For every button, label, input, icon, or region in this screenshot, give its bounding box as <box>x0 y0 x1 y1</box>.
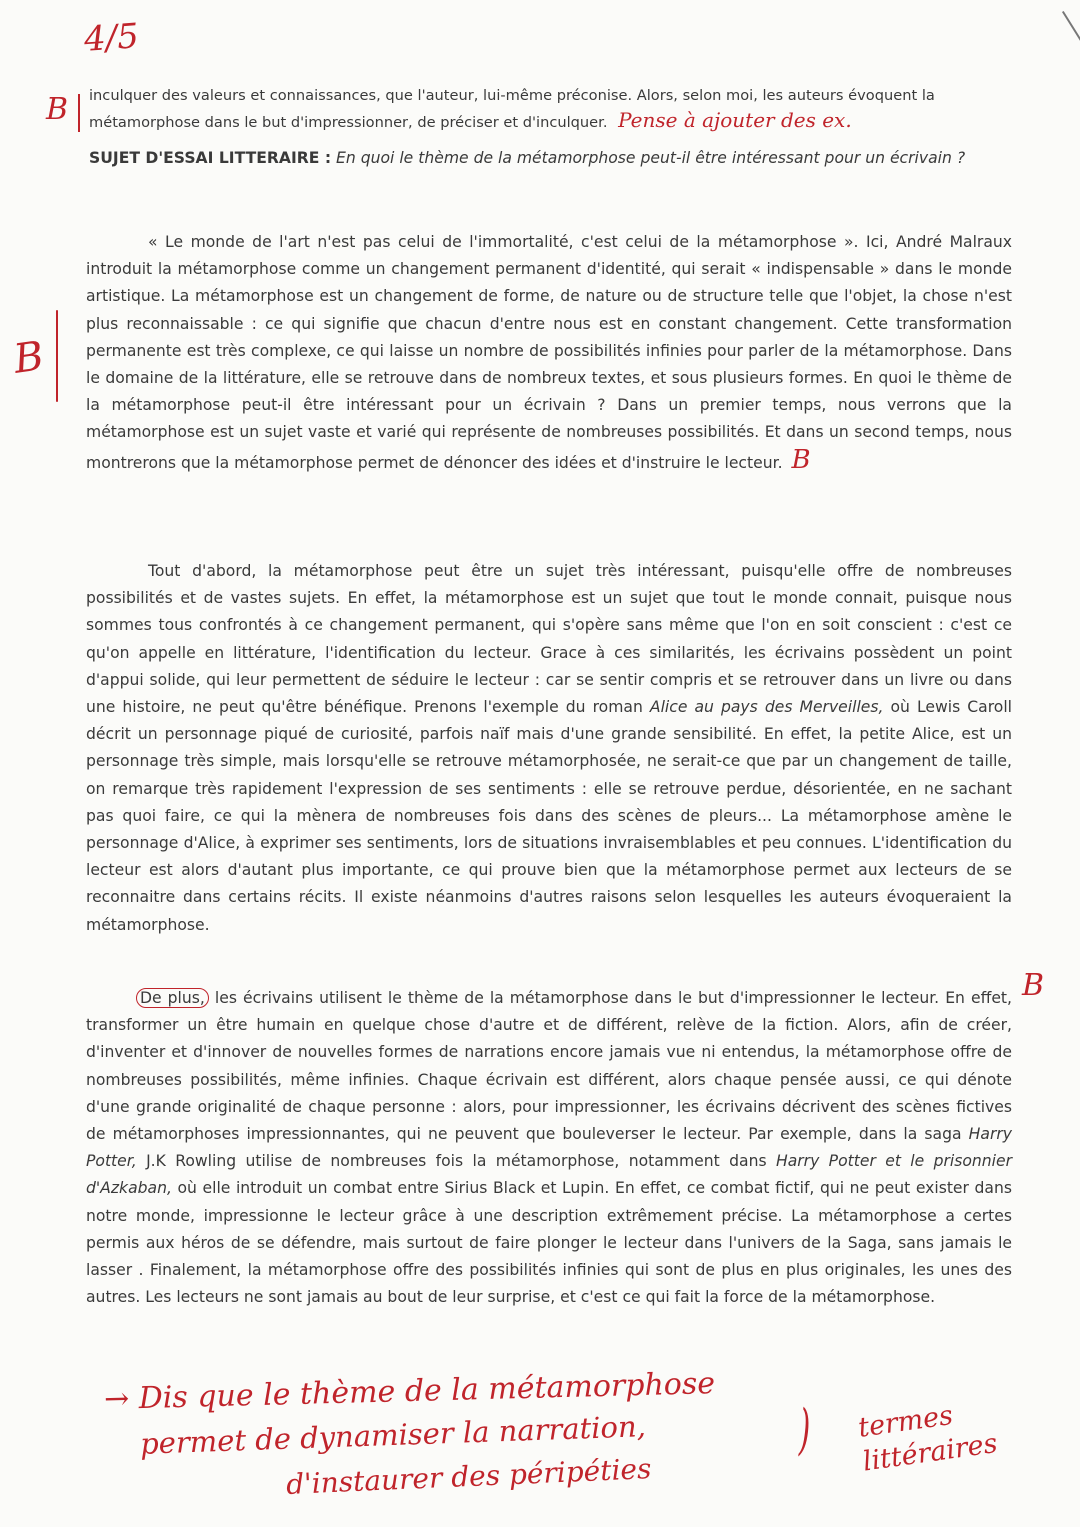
annotation-bottom-line3: d'instaurer des péripéties <box>285 1452 652 1501</box>
scan-edge-mark <box>1062 11 1080 51</box>
top-fragment: inculquer des valeurs et connaissances, que l'auteur, lui-même préconise. Alors, selon moi, les auteurs évoquent la métamorphose dans le but d'impressionner, de préciser et d'inculquer. Pense à ajouter des ex. <box>89 87 935 132</box>
circled-connector: De plus, <box>136 988 209 1008</box>
annotation-bottom-line1: → Dis que le thème de la métamorphose <box>103 1366 716 1417</box>
margin-bracket-top <box>78 94 80 132</box>
margin-grade-body2: B <box>1022 968 1045 1003</box>
book-title-harry-potter: Harry Potter, <box>86 1125 1012 1171</box>
margin-bracket-intro <box>56 310 58 402</box>
margin-grade-top: B <box>46 92 69 127</box>
introduction-paragraph: « Le monde de l'art n'est pas celui de l'immortalité, c'est celui de la métamorphose ». Ici, André Malraux introduit la métamorphose comme un changement permanent d'identité, qui serait « indispensable » dans le monde artistique. La métamorphose est un changement de forme, de nature ou de structure telle que l'objet, la chose n'est plus reconnaissable : ce qui signifie que chacun d'entre nous est en constant changement. Cette transformation permanente est très complexe, ce qui laisse un nombre de possibilités infinies pour parler de la métamorphose. Dans le domaine de la littérature, elle se retrouve dans de nombreux textes, et sous plusieurs formes. En quoi le thème de la métamorphose peut-il être intéressant pour un écrivain ? Dans un premier temps, nous verrons que la métamorphose est un sujet vaste et varié qui représente de nombreuses possibilités. Et dans un second temps, nous montrerons que la métamorphose permet de dénoncer des idées et d'instruire le lecteur. B <box>86 233 1012 475</box>
body-paragraph-1: Tout d'abord, la métamorphose peut être un sujet très intéressant, puisqu'elle offre de nombreuses possibilités et de vastes sujets. En effet, la métamorphose est un sujet que tout le monde connait, puisque nous sommes tous confrontés à ce changement permanent, qui s'opère sans même que l'on en soit conscient : c'est ce qu'on appelle en littérature, l'identification du lecteur. Grace à ces similarités, les écrivains possèdent un point d'appui solide, qui leur permettent de séduire le lecteur : car se sentir compris et se retrouver dans un livre ou dans une histoire, ne peut qu'être bénéfique. Prenons l'exemple du roman Alice au pays des Merveilles, où Lewis Caroll décrit un personnage piqué de curiosité, parfois naïf mais d'une grande sensibilité. En effet, la petite Alice, est un personnage très simple, mais lorsqu'elle se retrouve métamorphosée, ne serait-ce que par un changement de taille, on remarque très rapidement l'expression de ses sentiments : elle se retrouve perdue, désorientée, en ne sachant pas quoi faire, ce qui la mènera de nombreuses fois dans des scènes de pleurs... La métamorphose amène le personnage d'Alice, à exprimer ses sentiments, lors de situations invraisemblables et peu connues. L'identification du lecteur est alors d'autant plus importante, ce qui prouve bien que la métamorphose permet aux lecteurs de se reconnaitre dans certains récits. Il existe néanmoins d'autres raisons selon lesquelles les auteurs évoqueraient la métamorphose. <box>86 562 1012 934</box>
annotation-bottom-side: termes littéraires <box>856 1399 1000 1478</box>
margin-grade-intro-end: B <box>791 444 811 475</box>
subject-line: SUJET D'ESSAI LITTERAIRE : En quoi le thème de la métamorphose peut-il être intéressant pour un écrivain ? <box>89 149 966 167</box>
body-paragraph-2: De plus, les écrivains utilisent le thème de la métamorphose dans le but d'impressionner le lecteur. En effet, transformer un être humain en quelque chose d'autre et de différent, relève de la fiction. Alors, afin de créer, d'inventer et d'innover de nouvelles formes de narrations encore jamais vue ni entendus, la métamorphose offre de nombreuses possibilités, même infinies. Chaque écrivain est différent, alors chaque pensée aussi, ce qui dénote d'une grande originalité de chaque personne : alors, pour impressionner, les écrivains décrivent des scènes fictives de métamorphoses impressionnantes, qui ne peuvent que bouleverser le lecteur. Par exemple, dans la saga Harry Potter, J.K Rowling utilise de nombreuses fois la métamorphose, notamment dans Harry Potter et le prisonnier d'Azkaban, où elle introduit un combat entre Sirius Black et Lupin. En effet, ce combat fictif, qui ne peut exister dans notre monde, impressionne le lecteur grâce à une description extrêmement précise. La métamorphose a certes permis aux héros de se défendre, mais surtout de faire plonger le lecteur dans l'univers de la Saga, sans jamais le lasser . Finalement, la métamorphose offre des possibilités infinies qui sont de plus en plus originales, les unes des autres. Les lecteurs ne sont jamais au bout de leur surprise, et c'est ce qui fait la force de la métamorphose. <box>86 989 1012 1307</box>
annotation-top: Pense à ajouter des ex. <box>618 108 852 132</box>
grade-mark: 4/5 <box>82 16 141 60</box>
annotation-brace: ) <box>798 1398 811 1461</box>
margin-grade-intro: B <box>10 333 47 383</box>
annotation-bottom-line2: permet de dynamiser la narration, <box>139 1409 647 1461</box>
book-title-alice: Alice au pays des Merveilles, <box>649 698 884 717</box>
book-title-azkaban: Harry Potter et le prisonnier d'Azkaban, <box>86 1152 1012 1198</box>
